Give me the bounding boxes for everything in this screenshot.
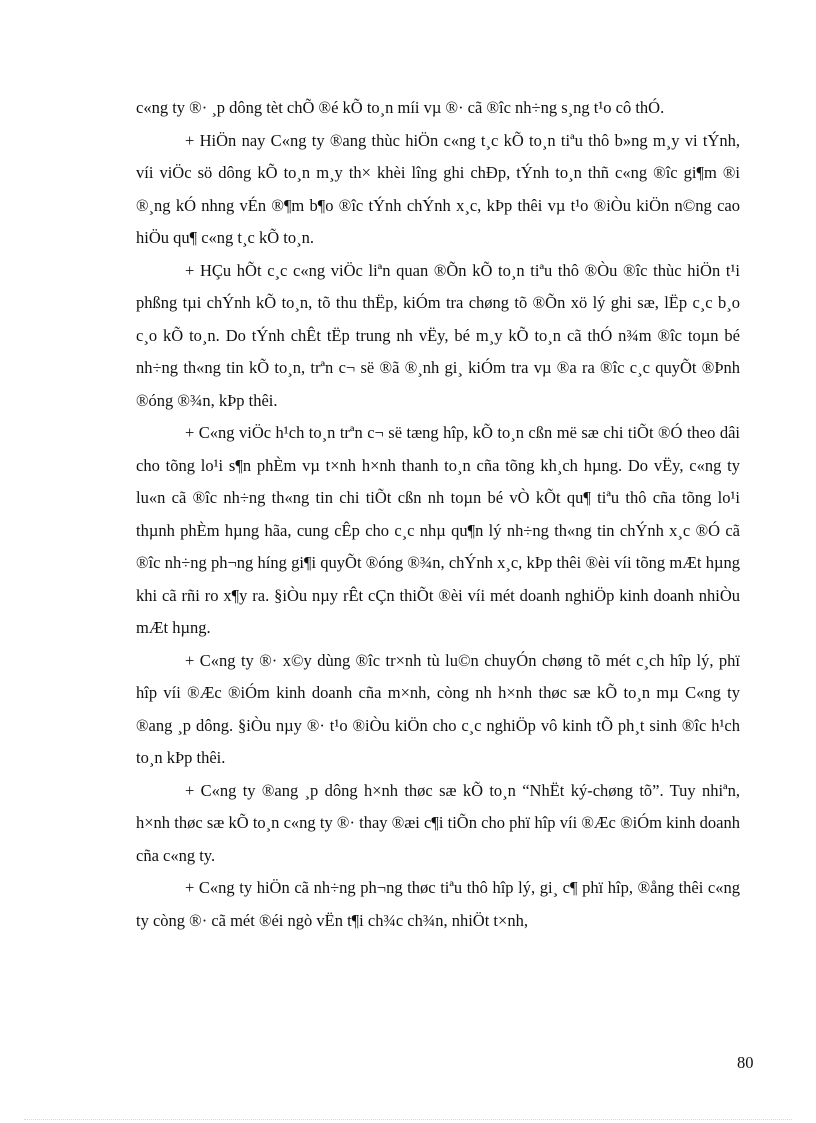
paragraph-1: c«ng ty ®· ¸p dông tèt chÕ ®é kÕ to¸n míi vµ ®· cã ®îc nh÷ng s¸ng t¹o cô thÓ. (136, 98, 665, 117)
paragraph-3: + HÇu hÕt c¸c c«ng viÖc liªn quan ®Õn kÕ to¸n tiªu thô ®Òu ®îc thùc hiÖn t¹i phßng tµi chÝnh kÕ to¸n, tõ thu thËp, kiÓm tra chøng tõ ®Õn xö lý ghi sæ, lËp c¸c b¸o c¸o kÕ to¸n. Do tÝnh chÊt tËp trung nh vËy, bé m¸y kÕ to¸n cã thÓ n¾m ®îc toµn bé nh÷ng th«ng tin kÕ to¸n, trªn c¬ së ®ã ®¸nh gi¸ kiÓm tra vµ ®a ra ®îc c¸c quyÕt ®Þnh ®óng ®¾n, kÞp thêi. (136, 260, 740, 410)
paragraph-2: + HiÖn nay C«ng ty ®ang thùc hiÖn c«ng t¸c kÕ to¸n tiªu thô b»ng m¸y vi tÝnh, víi viÖc sö dông kÕ to¸n m¸y th× khèi lîng ghi chÐp, tÝnh to¸n thñ c«ng ®îc gi¶m ®i ®¸ng kÓ nhng vÉn ®¶m b¶o ®îc tÝnh chÝnh x¸c, kÞp thêi vµ t¹o ®iÒu kiÖn n©ng cao hiÖu qu¶ c«ng t¸c kÕ to¸n. (136, 130, 740, 247)
page-number: 80 (737, 1053, 754, 1072)
paragraph-6: + C«ng ty ®ang ¸p dông h×nh thøc sæ kÕ to¸n “NhËt ký-chøng tõ”. Tuy nhiªn, h×nh thøc sæ kÕ to¸n c«ng ty ®· thay ®æi c¶i tiÕn cho phï hîp víi ®Æc ®iÓm kinh doanh cña c«ng ty. (136, 780, 740, 865)
paragraph-4: + C«ng viÖc h¹ch to¸n trªn c¬ së tæng hîp, kÕ to¸n cßn më sæ chi tiÕt ®Ó theo dâi cho tõng lo¹i s¶n phÈm vµ t×nh h×nh thanh to¸n cña tõng kh¸ch hµng. Do vËy, c«ng ty lu«n cã ®îc nh÷ng th«ng tin chi tiÕt cßn nh toµn bé vÒ kÕt qu¶ tiªu thô cña tõng lo¹i thµnh phÈm hµng hãa, cung cÊp cho c¸c nhµ qu¶n lý nh÷ng th«ng tin chÝnh x¸c ®Ó cã ®îc nh÷ng ph¬ng híng gi¶i quyÕt ®óng ®¾n, chÝnh x¸c, kÞp thêi ®èi víi tõng mÆt hµng khi cã rñi ro x¶y ra. §iÒu nµy rÊt cÇn thiÕt ®èi víi mét doanh nghiÖp kinh doanh nhiÒu mÆt hµng. (136, 423, 740, 637)
paragraph-7: + C«ng ty hiÖn cã nh÷ng ph¬ng thøc tiªu thô hîp lý, gi¸ c¶ phï hîp, ®ång thêi c«ng ty còng ®· cã mét ®éi ngò vËn t¶i ch¾c ch¾n, nhiÖt t×nh, (136, 878, 740, 930)
page-body (136, 92, 740, 937)
footer-divider (24, 1119, 792, 1120)
paragraph-5: + C«ng ty ®· x©y dùng ®îc tr×nh tù lu©n chuyÓn chøng tõ mét c¸ch hîp lý, phï hîp víi ®Æc ®iÓm kinh doanh cña m×nh, còng nh h×nh thøc sæ kÕ to¸n mµ C«ng ty ®ang ¸p dông. §iÒu nµy ®· t¹o ®iÒu kiÖn cho c¸c nghiÖp vô kinh tÕ ph¸t sinh ®îc h¹ch to¸n kÞp thêi. (136, 650, 740, 767)
